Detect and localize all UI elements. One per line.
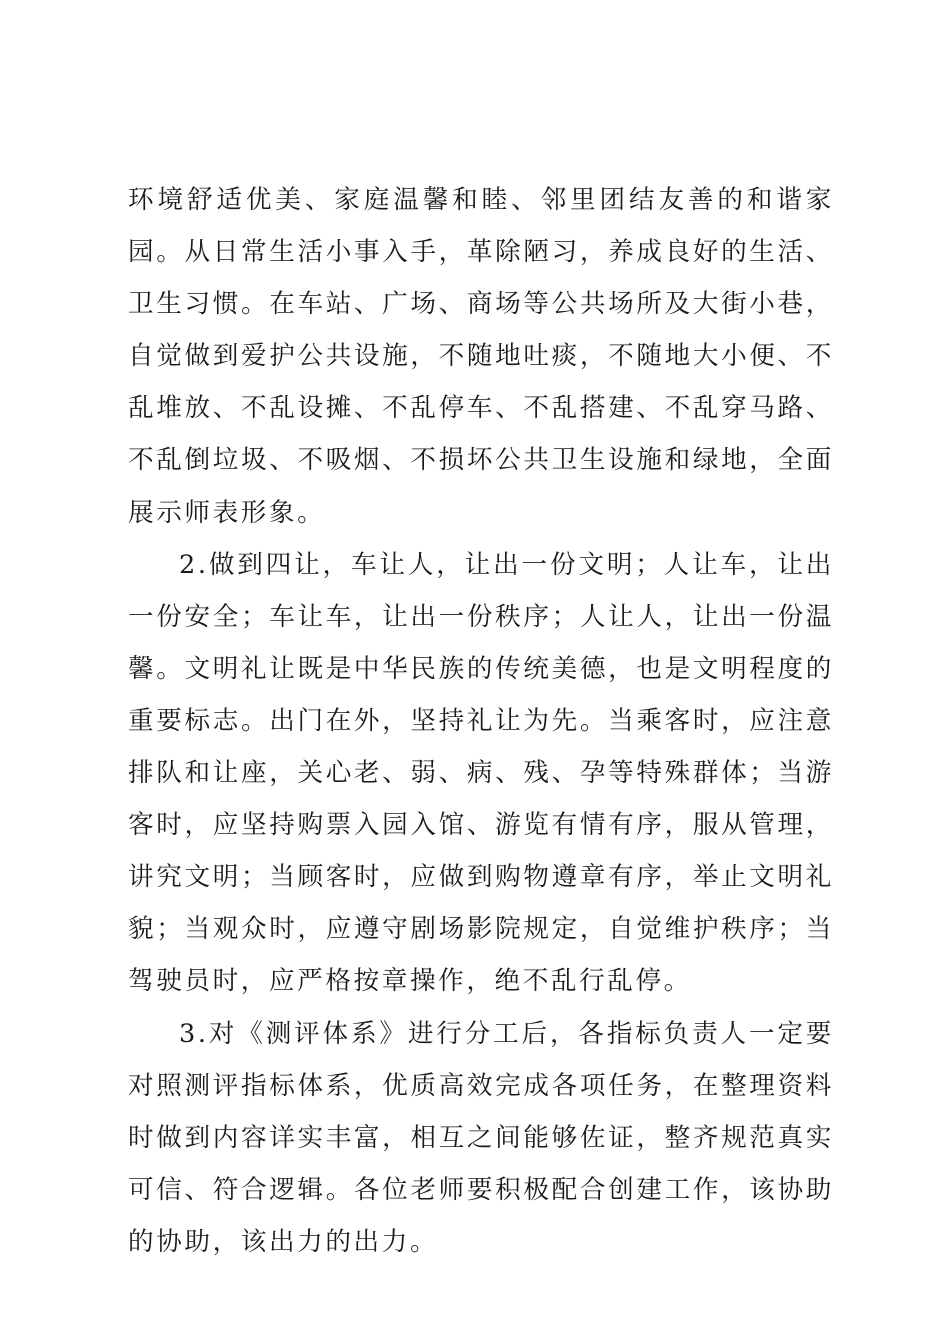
document-body [128,174,834,1268]
paragraph-item-2: 2.做到四让，车让人，让出一份文明；人让车，让出一份安全；车让车，让出一份秩序；人让人，让出一份温馨。文明礼让既是中华民族的传统美德，也是文明程度的重要标志。出门在外，坚持礼让为先。当乘客时，应注意排队和让座，关心老、弱、病、残、孕等特殊群体；当游客时，应坚持购票入园入馆、游览有情有序，服从管理，讲究文明；当顾客时，应做到购物遵章有序，举止文明礼貌；当观众时，应遵守剧场影院规定，自觉维护秩序；当驾驶员时，应严格按章操作，绝不乱行乱停。 [128,549,834,997]
paragraph-item-3: 3.对《测评体系》进行分工后，各指标负责人一定要对照测评指标体系，优质高效完成各项任务，在整理资料时做到内容详实丰富，相互之间能够佐证，整齐规范真实可信、符合逻辑。各位老师要积极配合创建工作，该协助的协助，该出力的出力。 [128,1018,834,1257]
paragraph-continuation: 环境舒适优美、家庭温馨和睦、邻里团结友善的和谐家园。从日常生活小事入手，革除陋习，养成良好的生活、卫生习惯。在车站、广场、商场等公共场所及大街小巷，自觉做到爱护公共设施，不随地吐痰，不随地大小便、不乱堆放、不乱设摊、不乱停车、不乱搭建、不乱穿马路、不乱倒垃圾、不吸烟、不损坏公共卫生设施和绿地，全面展示师表形象。 [128,185,834,528]
